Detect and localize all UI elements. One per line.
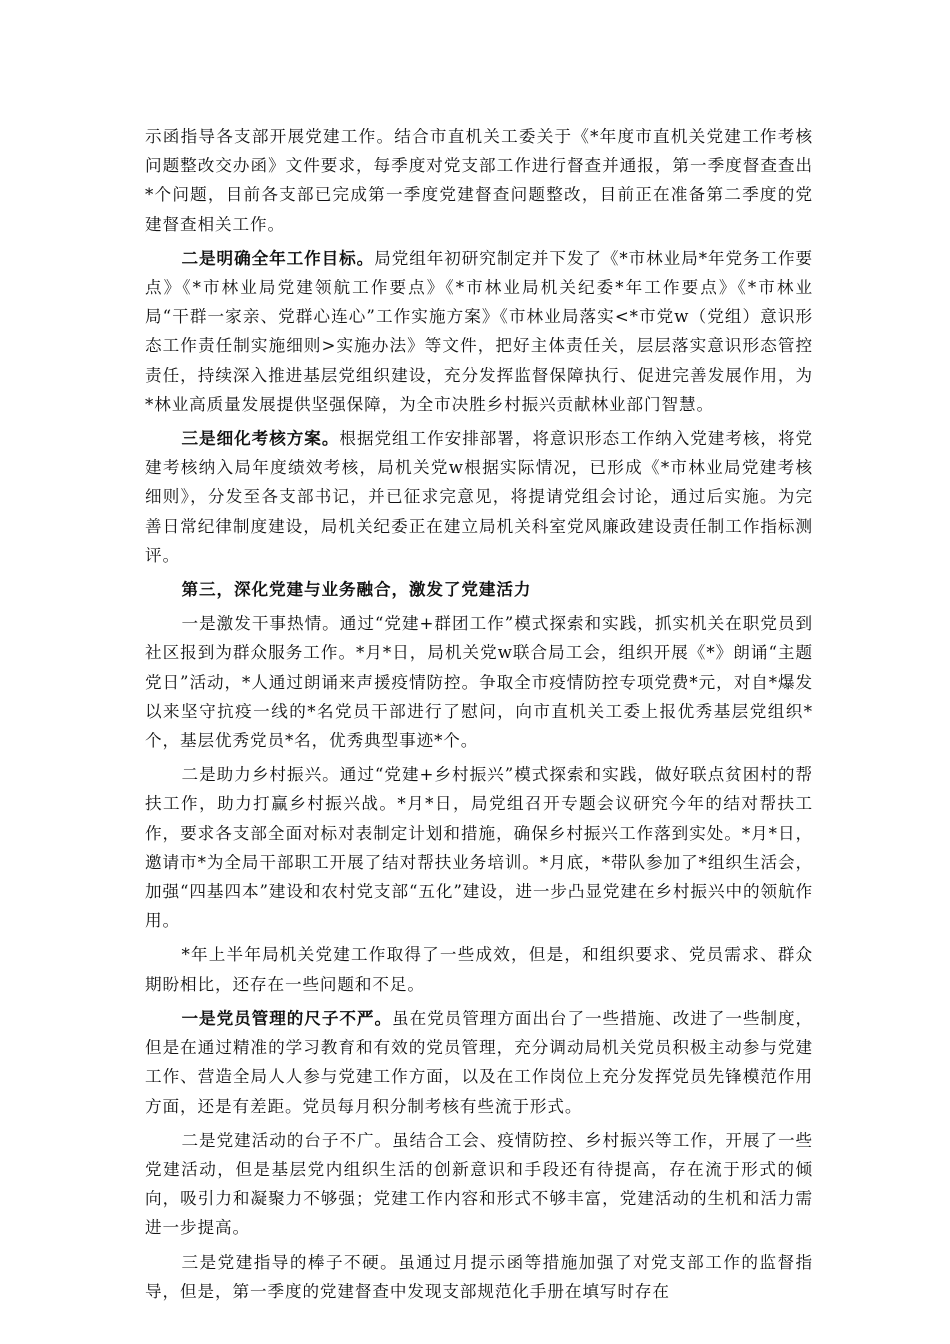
paragraph-lead: 三是细化考核方案。 — [181, 429, 340, 449]
paragraph-activities — [145, 1126, 813, 1243]
paragraph-text: 根据党组工作安排部署，将意识形态工作纳入党建考核，将党建考核纳入局年度绩效考核，局机关党w根据实际情况，已形成《*市林业局党建考核细则》，分发至各支部书记，并已征求完意见，将提请党组会讨论，通过后实施。为完善日常纪律制度建设，局机关纪委正在建立局机关科室党风廉政建设责任制工作指标测评。 — [145, 429, 813, 565]
paragraph-text: 示函指导各支部开展党建工作。结合市直机关工委关于《*年度市直机关党建工作考核问题整改交办函》文件要求，每季度对党支部工作进行督查并通报，第一季度督查查出*个问题，目前各支部已完成第一季度党建督查问题整改，目前正在准备第二季度的党建督查相关工作。 — [145, 127, 813, 234]
paragraph-text: 局党组年初研究制定并下发了《*市林业局*年党务工作要点》《*市林业局党建领航工作要点》《*市林业局机关纪委*年工作要点》《*市林业局“干群一家亲、党群心连心”工作实施方案》《市林业局落实<*市党w（党组）意识形态工作责任制实施细则>实施办法》等文件，把好主体责任关，层层落实意识形态管控责任，持续深入推进基层党组织建设，充分发挥监督保障执行、促进完善发展作用，为*林业高质量发展提供坚强保障，为全市决胜乡村振兴贡献林业部门智慧。 — [145, 248, 813, 414]
paragraph-supervision — [145, 122, 813, 239]
paragraph-text: 虽在党员管理方面出台了一些措施、改进了一些制度，但是在通过精准的学习教育和有效的党员管理，充分调动局机关党员积极主动参与党建工作、营造全局人人参与党建工作方面，以及在工作岗位上充分发挥党员先锋模范作用方面，还是有差距。党员每月积分制考核有些流于形式。 — [145, 1008, 813, 1116]
paragraph-summary — [145, 940, 813, 998]
paragraph-text: 三是党建指导的棒子不硬。虽通过月提示函等措施加强了对党支部工作的监督指导，但是，第一季度的党建督查中发现支部规范化手册在填写时存在 — [145, 1252, 813, 1301]
paragraph-member-management — [145, 1004, 813, 1121]
paragraph-lead: 一是党员管理的尺子不严。 — [181, 1008, 393, 1028]
paragraph-text: 一是激发干事热情。通过“党建+群团工作”模式探索和实践，抓实机关在职党员到社区报到为群众服务工作。*月*日，局机关党w联合局工会，组织开展《*》朗诵“主题党日”活动，*人通过朗诵来声援疫情防控。争取全市疫情防控专项党费*元，对自*爆发以来坚守抗疫一线的*名党员干部进行了慰问，向市直机关工委上报优秀基层党组织*个，基层优秀党员*名，优秀典型事迹*个。 — [145, 614, 813, 751]
paragraph-guidance — [145, 1248, 813, 1306]
paragraph-assessment-plan — [145, 424, 813, 570]
paragraph-lead: 二是明确全年工作目标。 — [181, 248, 375, 268]
paragraph-text: 二是助力乡村振兴。通过“党建+乡村振兴”模式探索和实践，做好联点贫困村的帮扶工作，助力打赢乡村振兴战。*月*日，局党组召开专题会议研究今年的结对帮扶工作，要求各支部全面对标对表制定计划和措施，确保乡村振兴工作落到实处。*月*日，邀请市*为全局干部职工开展了结对帮扶业务培训。*月底，*带队参加了*组织生活会，加强“四基四本”建设和农村党支部“五化”建设，进一步凸显党建在乡村振兴中的领航作用。 — [145, 765, 813, 931]
paragraph-text: *年上半年局机关党建工作取得了一些成效，但是，和组织要求、党员需求、群众期盼相比，还存在一些问题和不足。 — [145, 945, 813, 994]
section-heading — [145, 575, 813, 604]
paragraph-annual-goals — [145, 244, 813, 419]
paragraph-rural-revitalization — [145, 760, 813, 935]
paragraph-enthusiasm — [145, 609, 813, 755]
paragraph-text: 二是党建活动的台子不广。虽结合工会、疫情防控、乡村振兴等工作，开展了一些党建活动，但是基层党内组织生活的创新意识和手段还有待提高，存在流于形式的倾向，吸引力和凝聚力不够强；党建工作内容和形式不够丰富，党建活动的生机和活力需进一步提高。 — [145, 1130, 813, 1238]
section-heading-text: 第三，深化党建与业务融合，激发了党建活力 — [181, 580, 532, 600]
